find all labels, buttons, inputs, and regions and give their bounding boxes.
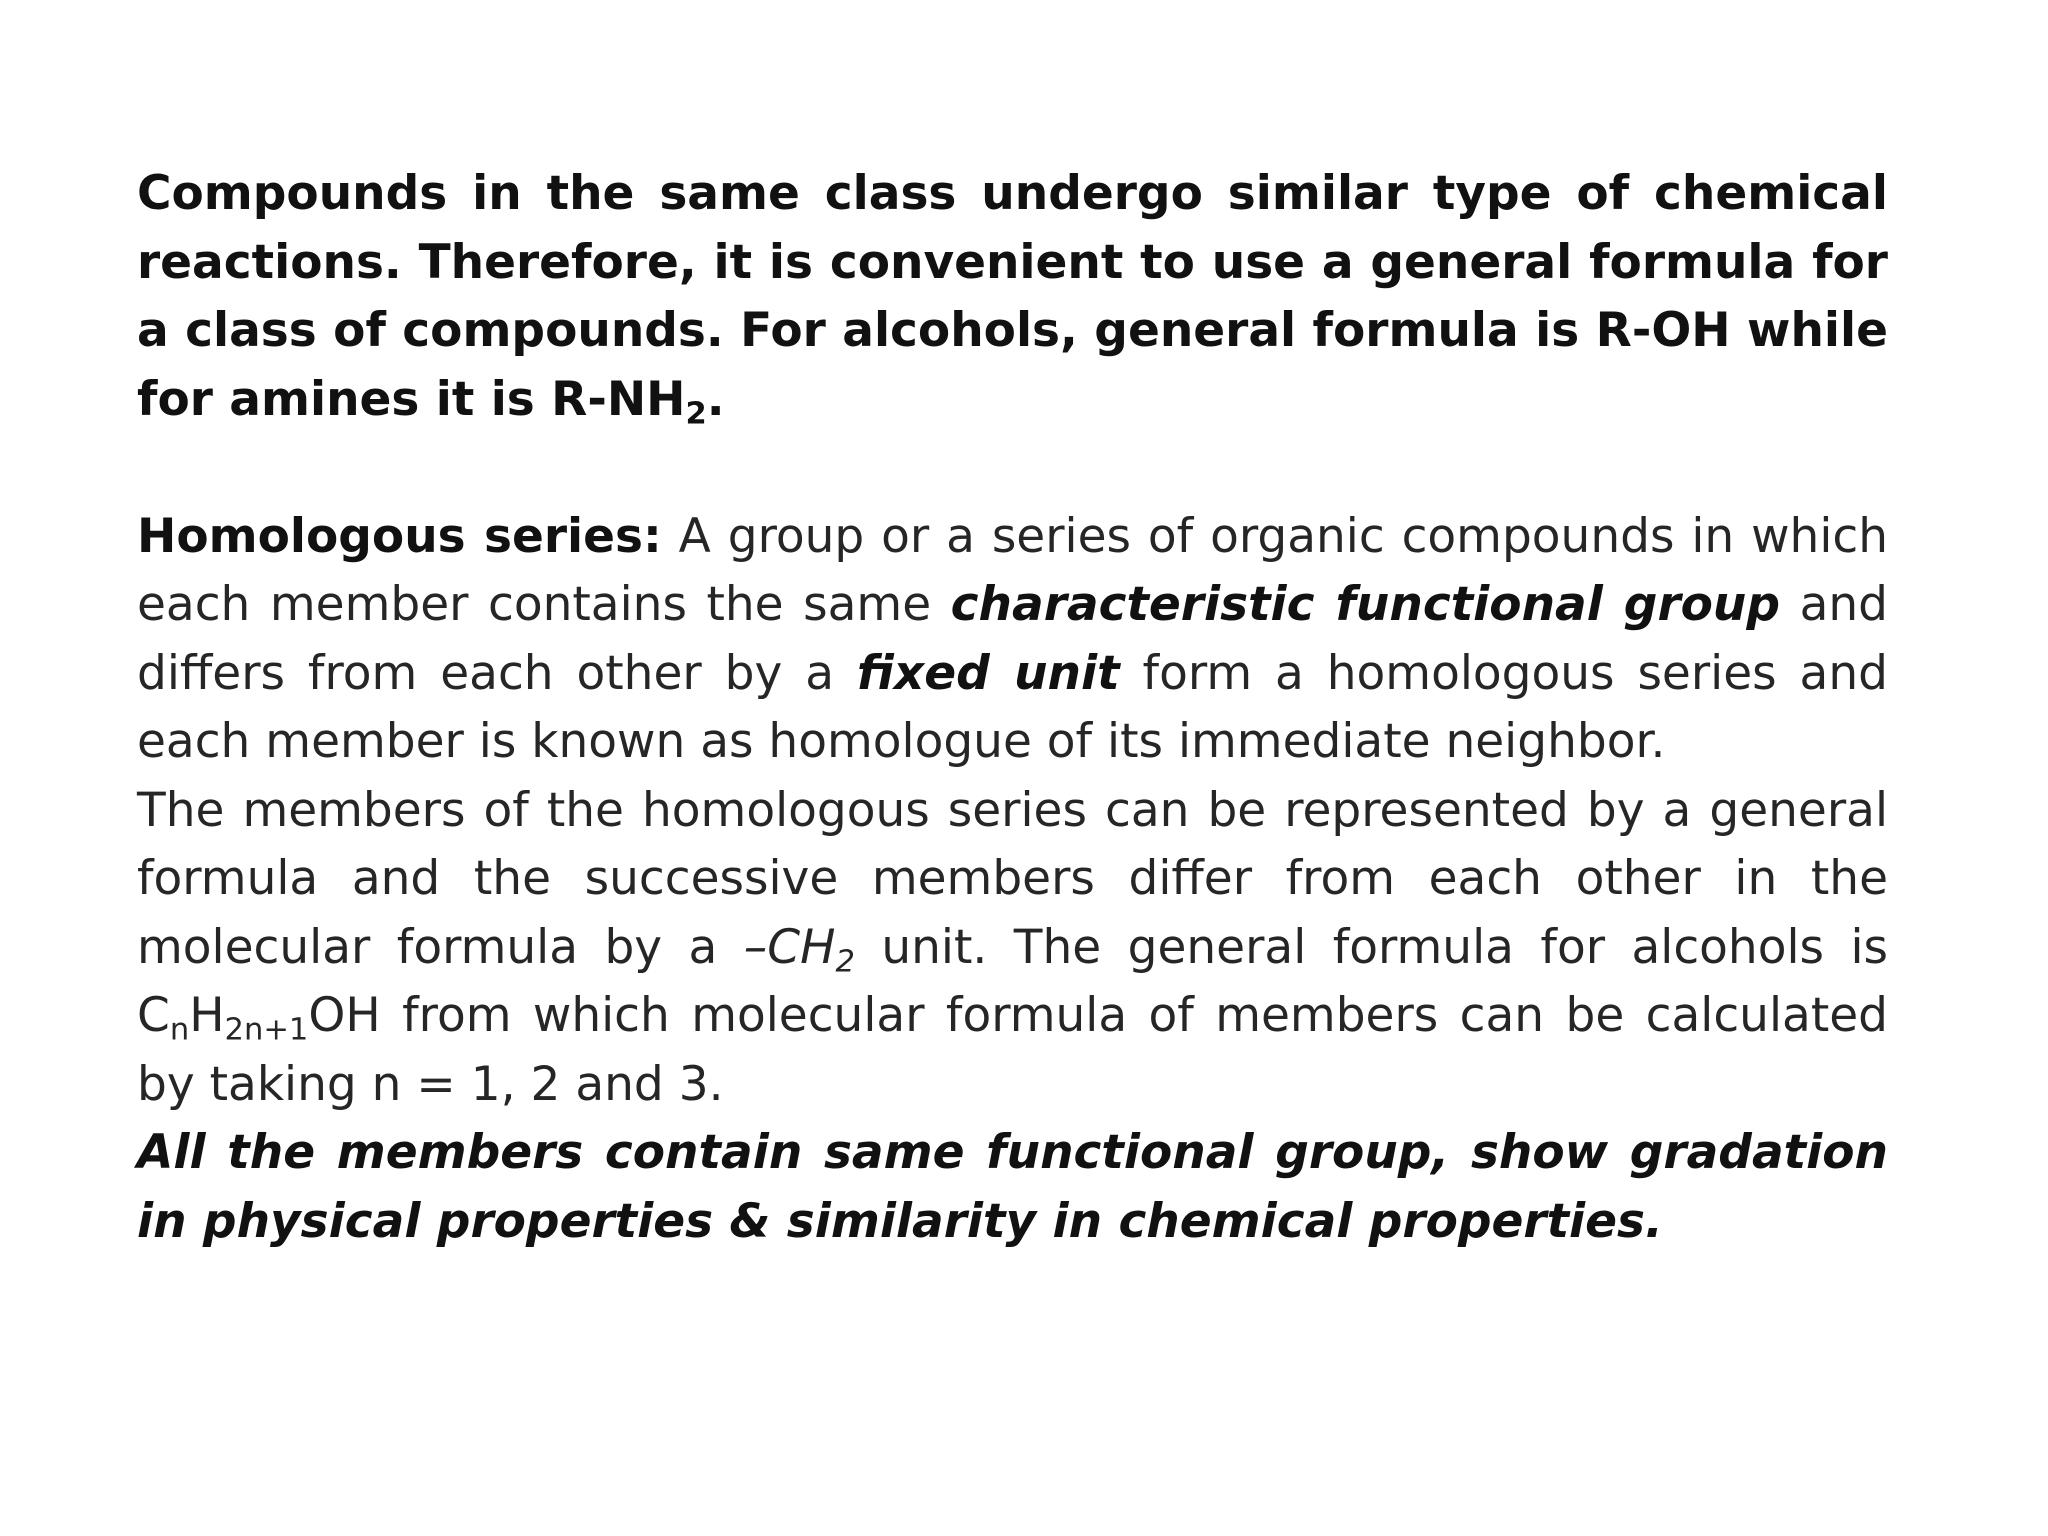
formula-text-1: The members of the homologous series can be represented by a general formula and the successive members differ from each other in the molecular formula by a — [137, 782, 1888, 975]
emphasis-functional-group: characteristic functional group — [950, 577, 1781, 632]
intro-end: . — [706, 371, 725, 427]
definition-text-3: form a homologous series and each member is known as homologue of its immediate neighbor. — [137, 645, 1888, 769]
definition-text-2: and differs from each other by a — [137, 577, 1888, 701]
intro-subscript: 2 — [685, 396, 707, 432]
homologous-term: Homologous series: — [137, 508, 662, 564]
intro-paragraph — [137, 160, 1888, 434]
general-formula-paragraph — [137, 777, 1888, 1120]
definition-text-1: A group or a series of organic compounds in which each member contains the same — [137, 508, 1889, 632]
slide-content — [137, 160, 1888, 1256]
formula-text-3: from which molecular formula of members can be calculated by taking n = 1, 2 and 3. — [137, 988, 1888, 1112]
intro-text: Compounds in the same class undergo similar type of chemical reactions. Therefore, it is convenient to use a general formula for a class of compounds. For alcohols, general formula is R-OH while for amines it is R-NH — [137, 166, 1888, 427]
formula-text-2: unit. The general formula for alcohols is — [854, 919, 1888, 975]
paragraph-gap — [137, 434, 1888, 503]
homologous-definition-paragraph — [137, 503, 1888, 777]
ch2-unit: $-CH_2$ — [743, 919, 855, 980]
alcohol-general-formula: $C_nH_{2n+1}OH$ — [137, 988, 381, 1048]
summary-paragraph: All the members contain same functional group, show gradation in physical properties & similarity in chemical properties. — [137, 1125, 1888, 1249]
emphasis-fixed-unit: fixed unit — [856, 645, 1120, 701]
